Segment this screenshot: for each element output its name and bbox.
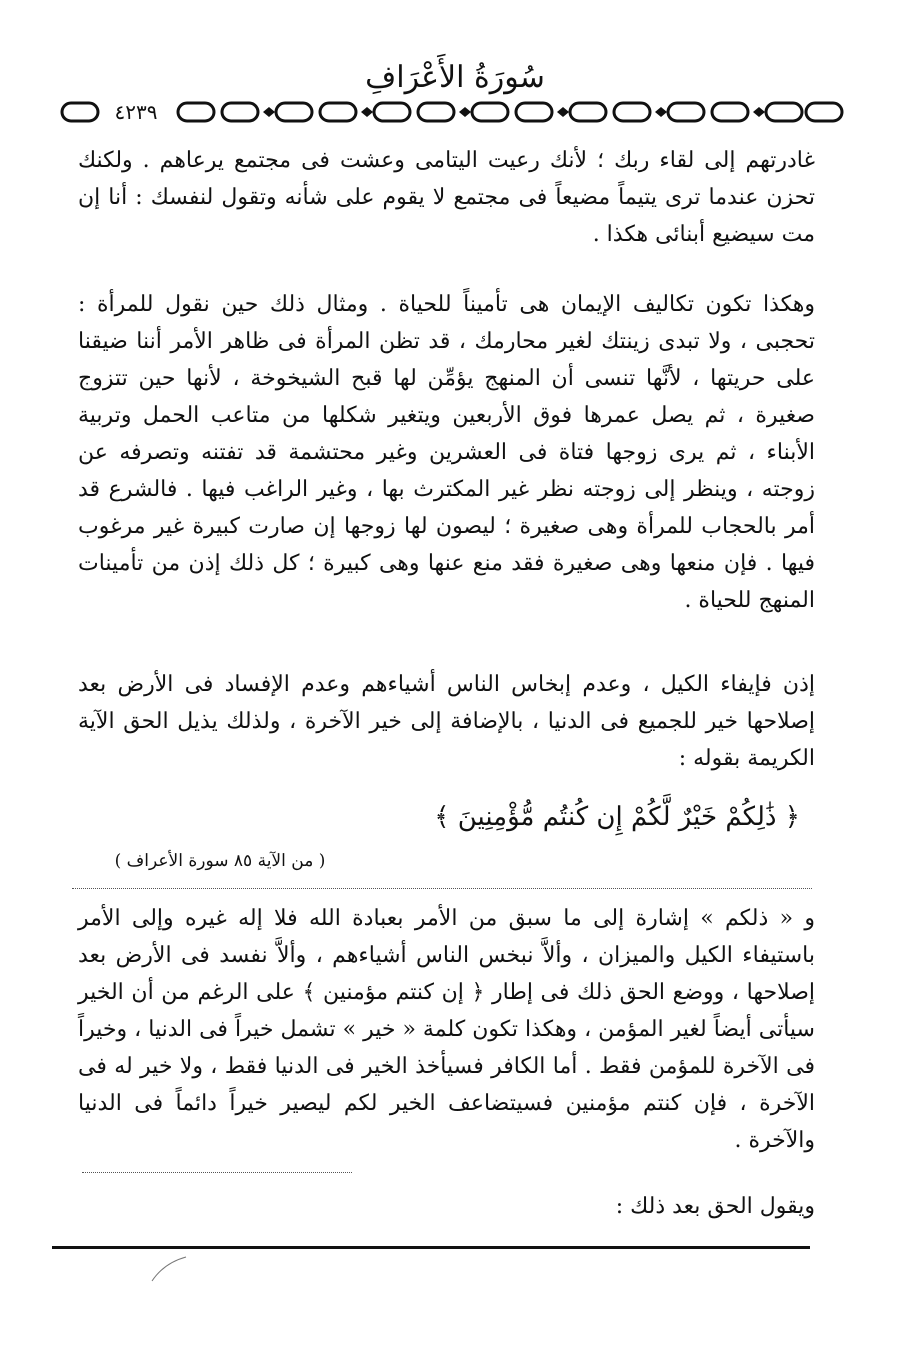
quran-verse: ﴿ ذَٰلِكُمْ خَيْرٌ لَّكُمْ إِن كُنتُم مُّؤْمِنِينَ ﴾: [434, 802, 800, 832]
diamond-ornament: [557, 107, 569, 117]
chain-link: [668, 103, 704, 121]
paragraph-1: غادرتهم إلى لقاء ربك ؛ لأنك رعيت اليتامى وعشت فى مجتمع يرعاهم . ولكنك تحزن عندما ترى يتيماً مضيعاً فى مجتمع لا يقوم على شأنه وتقول لنفسك : أنا إن مت سيضيع أبنائى هكذا .: [78, 148, 815, 247]
paragraph-2: وهكذا تكون تكاليف الإيمان هى تأميناً للحياة . ومثال ذلك حين نقول للمرأة : تحجبى ، ولا تبدى زينتك لغير محارمك ، قد تظن المرأة فى ظاهر الأمر أننا ضيقنا على حريتها ، لأنَّها تنسى أن المنهج يؤمِّن لها قبح الشيخوخة ، لأنها حين تتزوج صغيرة ، ثم يصل عمرها فوق الأربعين ويتغير شكلها من متاعب الحمل وتربية الأبناء ، ثم يرى زوجها فتاة فى العشرين وغير محتشمة قد تفتنه وتصرفه عن زوجته ، وينظر إلى زوجته نظر غير المكترث بها ، وغير الراغب فيها . فالشرع قد أمر بالحجاب للمرأة وهى صغيرة ؛ ليصون لها زوجها إن صارت كبيرة غير مرغوب فيها . فإن منعها وهى صغيرة فقد منع عنها وهى كبيرة ؛ كل ذلك إذن من تأمينات المنهج للحياة .: [78, 292, 815, 613]
diamond-ornament: [459, 107, 471, 117]
chain-link: [418, 103, 454, 121]
chain-link: [516, 103, 552, 121]
verse-reference: ( من الآية ٨٥ سورة الأعراف ): [114, 851, 326, 871]
diamond-ornament: [361, 107, 373, 117]
chain-link: [276, 103, 312, 121]
chain-link: [472, 103, 508, 121]
paragraph-3: إذن فإيفاء الكيل ، وعدم إبخاس الناس أشياءهم وعدم الإفساد فى الأرض بعد إصلاحها خير للجميع فى الدنيا ، بالإضافة إلى خير الآخرة ، ولذلك يذيل الحق الآية الكريمة بقوله :: [78, 672, 815, 771]
chain-link: [614, 103, 650, 121]
chain-link: [766, 103, 802, 121]
chain-link: [178, 103, 214, 121]
dotted-separator: [82, 1172, 352, 1173]
paragraph-4: و « ذلكم » إشارة إلى ما سبق من الأمر بعبادة الله فلا إله غيره وإلى الأمر باستيفاء الكيل والميزان ، وألاَّ نبخس الناس أشياءهم ، وألاَّ نفسد فى الأرض بعد إصلاحها ، ووضع الحق ذلك فى إطار ﴿ إن كنتم مؤمنين ﴾ على الرغم من أن الخير سيأتى أيضاً لغير المؤمن ، وهكذا تكون كلمة « خير » تشمل خيراً فى الدنيا ، وخيراً فى الآخرة للمؤمن فقط . أما الكافر فسيأخذ الخير فى الدنيا فقط ، ولا خير له فى الآخرة ، فإن كنتم مؤمنين فسيتضاعف الخير لكم ليصير خيراً دائماً فى الدنيا والآخرة .: [78, 906, 815, 1153]
footer-rule: [52, 1246, 810, 1249]
chain-link: [320, 103, 356, 121]
diamond-ornament: [753, 107, 765, 117]
chain-link: [222, 103, 258, 121]
chain-link: [806, 103, 842, 121]
diamond-ornament: [263, 107, 275, 117]
chain-link: [374, 103, 410, 121]
diamond-ornament: [655, 107, 667, 117]
paragraph-5: ويقول الحق بعد ذلك :: [615, 1194, 815, 1219]
chain-link: [62, 103, 98, 121]
page-number: ٤٢٣٩: [114, 100, 158, 124]
dotted-separator: [72, 888, 812, 889]
surah-title: سُورَةُ الأَعْرَافِ: [365, 60, 545, 95]
chain-link: [712, 103, 748, 121]
scan-mark: [150, 1255, 190, 1285]
chain-link: [570, 103, 606, 121]
